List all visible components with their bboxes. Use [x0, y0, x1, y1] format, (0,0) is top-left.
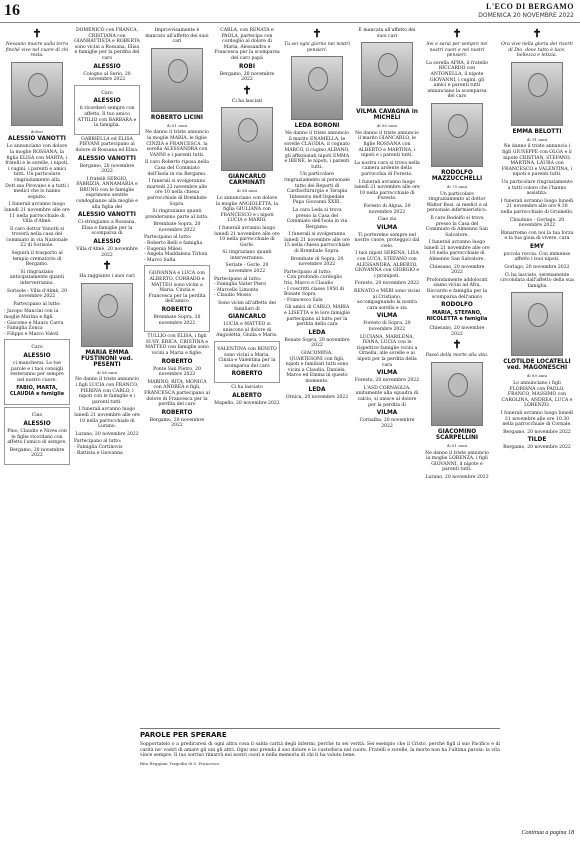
cross-icon: ✝	[242, 83, 252, 97]
deceased-name: VILMA	[376, 410, 398, 417]
condolence-notice	[74, 85, 140, 135]
deceased-name: ALBERTO	[232, 392, 262, 399]
notice-date: Brembate di Sopra, 20 novembre 2022	[290, 256, 344, 268]
section-title: PAROLE PER SPERARE	[140, 731, 227, 739]
notice-date: Bergamo, 20 novembre 2022	[9, 447, 65, 459]
deceased-photo	[11, 62, 63, 126]
notice-date: Cornalba, 20 novembre 2022	[359, 418, 415, 429]
deceased-name: ALESSIO	[93, 63, 121, 70]
deceased-name: LEDA	[308, 329, 326, 336]
page-number: 16	[4, 2, 20, 19]
deceased-photo	[511, 62, 563, 126]
deceased-age: di 80 anni	[376, 123, 398, 129]
notice-date: Foresto di Sopra, 20 novembre 2022	[363, 321, 411, 332]
deceased-name: RODOLFO MAZZUCCHELLI	[431, 169, 483, 182]
notice-text: LUCIANA, MARILENA, IVANA, LUCIA con le rispettive famiglie vicini a Ornella, alle sorelle e ai nipoti per la perdita della cara	[356, 334, 418, 368]
deceased-age: di 75 anni	[446, 183, 468, 189]
cross-icon: ✝	[102, 259, 112, 273]
deceased-name: GIANCARLO	[228, 314, 266, 321]
notice-text: Rimarremo con noi la tua forza e la tua gioia di vivere, cara	[500, 230, 574, 242]
notice-date: Bergamo, 20 novembre 2022	[503, 445, 571, 451]
participants-list: Partecipano al lutto: - Famiglia Cortinovis - Battista e Giovanna	[74, 439, 123, 456]
participants-list: Partecipano al lutto: - Famiglia Vaiter Piero - Marcello Limonta - Claudio Mosso	[214, 276, 267, 299]
salutation: Caro	[31, 345, 43, 351]
notice-text: I funerali avranno luogo lunedì 21 novembre alle ore 10 nella parrocchiale di Lurano.	[74, 407, 140, 430]
notice-date: Bergamo, 20 novembre 2022	[503, 429, 571, 435]
salutation: Ciao	[31, 413, 43, 419]
notice-text: RENATO e MERI sono vicini ai Cristiano, accompagnando la nostra cara sorella e zia	[354, 289, 420, 311]
notice-text: I funerali avranno luogo lunedì 21 novembre alle ore 10.30 nella parrocchiale di Cornale.	[500, 411, 574, 428]
notice-text: LUCIA e MATTEO si uniscono al dolore di Angioletta, Giulia e Mario.	[216, 322, 278, 339]
cross-icon: ✝	[32, 27, 42, 40]
notice-date: Brembate Sopra, 20 novembre 2022	[153, 222, 201, 233]
continued-note: Continua a pagina 18	[521, 830, 574, 836]
salutation: Caro	[101, 90, 113, 96]
notice-text: I funerali avranno luogo lunedì 21 novembre alle ore 9.30 nella parrocchiale di Grumello.	[500, 198, 574, 215]
deceased-name: MARIA EMMA FUSTINONI ved. PESENTI	[81, 349, 133, 368]
participants-heading: Partecipano al lutto:	[13, 301, 61, 307]
condolence-notice	[214, 341, 280, 383]
deceased-name: ROBERTO LICINI	[150, 114, 204, 121]
notice-text: I funerali si svolgeranno martedì 22 novembre alle ore 10 nella chiesa parrocchiale di Brembate Sopra.	[146, 179, 208, 207]
obituary-column-3	[144, 26, 210, 431]
memorial-quote: Ora vive nella gloria dei risorti di Dio, dove tutto è luce, bellezza e letizia.	[501, 42, 573, 59]
deceased-age: di 84 anni	[236, 188, 258, 194]
deceased-name: TILDE	[527, 437, 547, 444]
signature: FABIO, MARTA, CLAUDIA e famiglie	[9, 385, 65, 398]
notice-text: I funerali avranno luogo lunedì 21 novembre alle ore 10 nella parrocchiale di Foresto.	[354, 179, 420, 202]
deceased-age: di 89 anni	[526, 373, 548, 379]
participants-list: Partecipano al lutto: - Roberto Belli e famiglia - Eugenia Milesi - Angela Maddalena Tirloni - Marco Salta	[144, 235, 208, 263]
condolence-notice	[144, 265, 210, 332]
notice-text: Ci stringiamo a Rossana, Elisa e famiglie per la scomparsa di	[77, 220, 137, 237]
notice-text: Ne danno il triste annuncio i figli GIUSEPPE con OLGA e il nipote CRISTIAN, STEFANO, MARTINA, LAURA con FRANCESCO e VALENTINA, i nipoti e parenti tutti.	[501, 144, 573, 178]
notice-date: Seriate - Gorle, 20 novembre 2022	[225, 263, 269, 275]
deceased-name: GIANCARLO CARMINATI	[228, 174, 266, 187]
notice-text: MARINO, RITA, MONICA con ANDREA e figli, FRANCESCA partecipano al dolore di Francesca per la perdita del caro	[144, 379, 210, 408]
cross-icon: ✝	[452, 338, 462, 352]
notice-date: Bergamo, 20 novembre 2022	[219, 71, 275, 83]
notice-text: I funerali avranno luogo lunedì 21 novembre alle ore 10 nella parrocchiale di Gorle.	[214, 225, 280, 248]
notice-date: Chiesano, 20 novembre 2022	[429, 326, 485, 337]
deceased-age: di 86 anni	[96, 369, 118, 375]
notice-text: ti ricorderò sempre con affetto. Il tuo amico ATTILIO con BARBARA e la famiglia.	[77, 106, 137, 129]
deceased-name: GIACOMINO SCARPELLINI	[435, 429, 479, 441]
deceased-name: CLOTILDE LOCATELLI ved. MAGONESCHI	[503, 359, 571, 372]
deceased-name: ALESSIO VANOTTI	[78, 212, 136, 219]
notice-text: Il caro dottor Vanotti si troverà nella casa del commiato in via Nazionale 22 di Sorisole.	[6, 226, 68, 249]
salutation: Ciao zia	[377, 217, 397, 223]
notice-text: La cara Leda si trova presso la Casa del Commiato dell'Isola in via Bergamo.	[286, 207, 348, 230]
obituary-column-1	[4, 26, 70, 467]
notice-text: I funerali avranno luogo lunedì 21 novembre alle ore 10 nella parrocchiale di Almenno San Salvatore.	[424, 240, 490, 263]
deceased-name: VILMA	[376, 370, 398, 377]
notice-text: ci mancherai. Le tue parole e i tuoi consigli resteranno per sempre nel nostro cuore.	[10, 360, 64, 383]
deceased-name: ROBI	[239, 63, 255, 70]
obituary-column-5	[284, 26, 350, 402]
notice-text: GIACOMINA, QUARTESONI con figli, nipoti e familiari tutti sono vicini a Claudia, Daniela, Marco ed Emma in questo momento.	[285, 350, 349, 384]
notice-text: Un particolare ringraziamento al personale tutto dei Reparti di Cardiochirurgia e Terapia Intensiva dell'Ospedale Papa Giovanni XXIII.	[284, 172, 350, 206]
section-text: Sopportatelo o a prediraresi di ogni altra cosa il salda carità degli infermi, perché tu sei verità. Sei esempio che il Cristo, perché figli il suo Pacifico e di carità ne' vostri di amare gli uni gli altri. Ogni uno prenda il suo dolore e lo custodisca nel cuore. Fratelli e sorelle, la morte non ha l'ultima parola: la vita vince sempre. Il tuo sorriso rimarrà nei nostri cuori e nella memoria di chi ti ha voluto bene.	[140, 742, 500, 759]
notice-text: Ne danno il triste annuncio il marito GIANCARLO, le figlie ROSSANA con ALBERTO e MARTINA, i nipoti e i parenti tutti.	[355, 130, 419, 159]
deceased-name: VILMA	[376, 313, 398, 320]
memorial-quote: Tu sei ogni giorno nei nostri pensieri.	[284, 42, 350, 53]
notice-date: Villa d'Almè, 20 novembre 2022	[76, 247, 138, 258]
memorial-quote: Nessuno muore sulla terra finché vive nel cuore di chi resta.	[5, 42, 69, 59]
notice-text: L'ASD CORNAGLIA, unitamente alla squadra di calcio, si unisce al dolore per la perdita di	[355, 385, 419, 408]
notice-heading: È mancata all'affetto dei suoi cari	[358, 28, 416, 39]
notice-date: Lurano, 20 novembre 2022	[75, 431, 139, 437]
deceased-photo	[431, 103, 483, 167]
condolence-notice	[4, 339, 70, 405]
notice-text: DOMENICO con FRANCA, CRISTIANA con GIANBATTISTA e ROBERTA sono vicini a Rossana, Elisa e famiglie per la perdita del caro	[74, 28, 140, 61]
obituary-column-8	[500, 26, 574, 453]
notice-text: I tuoi nipoti SERENA, LISA con LUCA, STEFANO con ALESSANDRA, ALBERTO, GIOVANNA con GIORGIO e i pronipoti.	[354, 251, 420, 279]
notice-date: Foresto, 20 novembre 2022	[354, 378, 420, 384]
notice-text: Ne danno il triste annuncio il marito ENAMELLA, le sorelle CLAUDIA, il cognato MARCO, il cugino ALBANO, gli affezionati nipoti EMMA e IRENE, le nipoti, i parenti tutti.	[284, 131, 350, 170]
notice-date: Chiesano, 20 novembre 2022	[429, 264, 485, 276]
deceased-name: EMY	[530, 243, 544, 250]
deceased-name: ROBERTO	[161, 409, 193, 416]
obituary-column-4	[214, 26, 280, 409]
deceased-name: EMMA BELOTTI	[512, 128, 562, 135]
notice-date: Ornica, 20 novembre 2022	[285, 394, 349, 400]
obituary-column-6	[354, 26, 420, 431]
cross-icon: ✝	[452, 27, 462, 40]
deceased-name: ALESSIO VANOTTI	[78, 155, 136, 162]
deceased-name: ALESSIO VANOTTI	[8, 136, 66, 143]
notice-text: Si ringraziano quanti interverranno.	[222, 250, 272, 261]
notice-date: Foresto, 20 novembre 2022	[354, 281, 420, 287]
notice-text: Profondamente addolorati siamo vicini ad Afra, Riccardo e famiglia per la scomparsa dell'amico	[426, 277, 488, 300]
notice-date: Brembate Sopra, 20 novembre 2022	[153, 315, 201, 326]
notice-text: Ne danno il triste annuncio i figli LUCIA con FRANCO, PIERINA con CARLO, i nipoti con le famiglie e i parenti tutti.	[75, 377, 139, 405]
notice-text: I fratelli SERGIO, FABRIZIA, ANNAMARIA e BRUNO con le famiglie esprimono sentite condoglianze alla moglie e alla figlia del	[76, 176, 138, 210]
notice-text: Ne danno il triste annuncio la moglie LORENZA, i figli GIOVANNI, il nipote e parenti tutti.	[425, 450, 489, 473]
deceased-photo	[511, 292, 563, 356]
notice-date: Gorlago, 20 novembre 2022	[504, 265, 570, 271]
notice-date: Foresto di Algua, 20 novembre 2022	[363, 203, 411, 215]
notice-text: I funerali avranno luogo lunedì 21 novembre alle ore 11 nella parrocchiale di Villa d'Almè.	[4, 202, 70, 225]
notice-text: Pino, Claudio e Nives con le figlie ricordano con affetto l'amico di sempre.	[7, 428, 67, 446]
notice-text: Lo annunciano con dolore la moglie ROSSANA, la figlia ELISA con MARTA, i fratelli e le sorelle, i nipoti, i cugini, i parenti e amici tutti. Un particolare ringraziamento alla Dott.ssa Pirovano e a tutti i medici che lo hanno seguito.	[5, 144, 69, 200]
participants-list: Partecipano al lutto: - Con profondo cordoglio Iris, Marco e Claudio - I coscritti classe 1950 di Bonate Sopra - Francesco Sala	[284, 269, 345, 303]
notice-text: Ne danno il triste annuncio la moglie MARIA, le figlie CINZIA e FRANCESCA, la sorella ALESSANDRA con VANNI e i parenti tutti.	[145, 130, 209, 158]
memorial-quote: Sei e sarai per sempre nei nostri cuori e nei nostri pensieri.	[426, 42, 488, 59]
notice-text: GABRIELLA ed ELISA PIEVANI partecipano al dolore di Rossana ed Elisa.	[75, 136, 139, 153]
participants-list: - Jacopo Mancini con la moglie Marina e figli - Giacomo e Mauro Carra - Famiglia Zonca - Filippo e Marco Valoti	[4, 309, 64, 337]
deceased-photo	[81, 283, 133, 347]
condolence-notice	[4, 407, 70, 465]
notice-heading: Improvvisamente è mancato all'affetto dei suoi cari	[145, 28, 209, 45]
notice-text: GIOVANNA e LUCA con ALBERTO, CORRADO e MATTEO sono vicini a Maria, Cinzia e Francesca per la perdita dell'amico	[148, 271, 206, 305]
memorial-quote: Passò della morte alla vita.	[425, 353, 489, 359]
deceased-photo	[221, 107, 273, 171]
notice-text: CARLA, con RENATA e PAOLA, partecipa con cordoglio al dolore di Maria, Alessandra e Francesca per la scomparsa del caro papà	[214, 28, 280, 61]
notice-text: Gli amici di CARLO, MARIA e LISETTA e le loro famiglie partecipano al lutto per la perdita della cara	[284, 305, 350, 328]
notice-heading: Ci ha lasciati	[231, 98, 263, 104]
deceased-photo	[431, 362, 483, 426]
notice-date: Bergamo, 20 novembre 2022	[149, 417, 205, 429]
cross-icon: ✝	[312, 27, 322, 40]
notice-text: Lo annunciano i figli FLORIANA con PAOLO, FRANCO, MASSIMO con CAROLINA, ANDREA, LUCA e LORENZO.	[501, 381, 573, 409]
deceased-name: ROBERTO	[231, 371, 263, 378]
notice-text: Si ringraziano quanti prenderanno parte al lutto.	[145, 209, 209, 220]
notice-text: Il caro Roberto riposa nella Casa del Commiato dell'Isola in via Bergamo.	[145, 160, 209, 177]
notice-text: Ti porteremo sempre nel nostro cuore, proteggici dal cielo.	[354, 232, 420, 249]
deceased-name: VILMA CAVAGNA in MICHELI	[356, 109, 418, 122]
notice-date: Bergamo, 20 novembre 2022	[79, 163, 135, 175]
deceased-name: ROBERTO	[161, 307, 193, 313]
notice-date: Chiuduno - Gorlago, 20 novembre 2022	[509, 217, 565, 229]
deceased-name: ALESSIO	[23, 420, 51, 427]
notice-date: Mapello, 20 novembre 2022	[214, 400, 280, 406]
notice-text: La nostra cara si trova nella camera ardente della parrocchia di Foresto.	[354, 160, 420, 177]
deceased-name: ROBERTO	[161, 358, 193, 365]
deceased-name: LEDA BORONI	[294, 123, 340, 130]
newspaper-name: L'ECO DI BERGAMO	[485, 2, 574, 11]
notice-text: piccola roccia. Con immenso affetto i tuoi nipoti.	[503, 251, 571, 263]
deceased-name: RODOLFO	[441, 302, 473, 309]
obituary-column-7	[424, 26, 490, 483]
deceased-name: LEDA	[308, 386, 326, 393]
notice-text: Un particolare ringraziamento al dottor Walter Bosi, ai medici e al personale infermieristico.	[426, 191, 488, 214]
notice-text: VALENTINA con BENITO sono vicini a Maria, Cinzia e Valentina per la scomparsa del caro	[217, 347, 277, 369]
deceased-age: di 91 anni	[526, 136, 548, 142]
deceased-age: di 81 anni	[166, 122, 188, 128]
signature: MARIA, STEFANO, NICOLETTA e famiglia	[426, 310, 488, 323]
notice-heading: Ci ha lasciato, serenamente circondata dall'affetto della sua famiglia	[500, 272, 574, 289]
deceased-photo	[291, 56, 343, 120]
notice-date: Bonate Sopra, 20 novembre 2022	[284, 337, 350, 349]
notice-text: Un particolare ringraziamento a tutti coloro che l'hanno assistita.	[501, 179, 573, 197]
notice-date: Cologno al Serio, 20 novembre 2022	[83, 71, 131, 83]
notice-text: Lo annunciano con dolore la moglie ANGIOLETTA, la figlia GIULIANA con FRANCESCO e i nipoti LUCIA e MARIO.	[215, 195, 279, 224]
notice-heading: Ha raggiunto i suoi cari	[79, 274, 135, 280]
page-header	[0, 0, 580, 23]
obituary-column-2	[74, 26, 140, 458]
section-credit: Rita Reggiani Tragedia di S. Francesco	[140, 761, 220, 767]
deceased-name: ALESSIO	[93, 98, 121, 105]
cross-icon: ✝	[532, 27, 542, 40]
deceased-name: VILMA	[376, 224, 398, 231]
deceased-name: ALESSIO	[93, 239, 121, 246]
notice-date: Sorisole - Villa d'Almè, 20 novembre 2022	[6, 288, 68, 300]
notice-text: Il caro Rodolfo si trova presso la Casa del Commiato di Almenno San Salvatore.	[426, 215, 488, 238]
deceased-photo	[361, 42, 413, 106]
deceased-age: di 81 anni	[446, 443, 468, 448]
deceased-name: ALESSIO	[23, 352, 51, 359]
notice-date: Ponte San Pietro, 20 novembre 2022	[153, 366, 201, 378]
notice-date: Lurano, 20 novembre 2022	[425, 474, 489, 480]
notice-text: I funerali si svolgeranno lunedì 21 novembre alle ore 15 nella chiesa parrocchiale di Brembate Sopra.	[284, 232, 350, 255]
notice-text: Seguirà il trasporto al tempio crematorio di Bergamo.	[11, 251, 63, 268]
issue-date: DOMENICA 20 NOVEMBRE 2022	[478, 12, 574, 19]
deceased-photo	[151, 48, 203, 112]
notice-heading: Ci ha lasciato	[231, 385, 263, 391]
notice-text: Sono vicini all'affetto dei familiari di	[218, 301, 276, 312]
notice-text: La sorella AFRA, il fratello RICCARDO con ANTONELLA, il nipote GIOVANNI, i cugini, gli amici e parenti tutti annunciano la scomparsa del caro	[426, 60, 488, 100]
deceased-title: dottor	[30, 128, 44, 134]
notice-text: Si ringraziano anticipatamente quanti interverranno.	[9, 269, 65, 287]
parole-per-sperare-box	[140, 728, 500, 843]
notice-text: TULLIO con ELISA, i figli SUSY, ERICA, CRISTINA e MATTEO con famiglie sono vicini a Maria e figlie.	[145, 334, 209, 356]
